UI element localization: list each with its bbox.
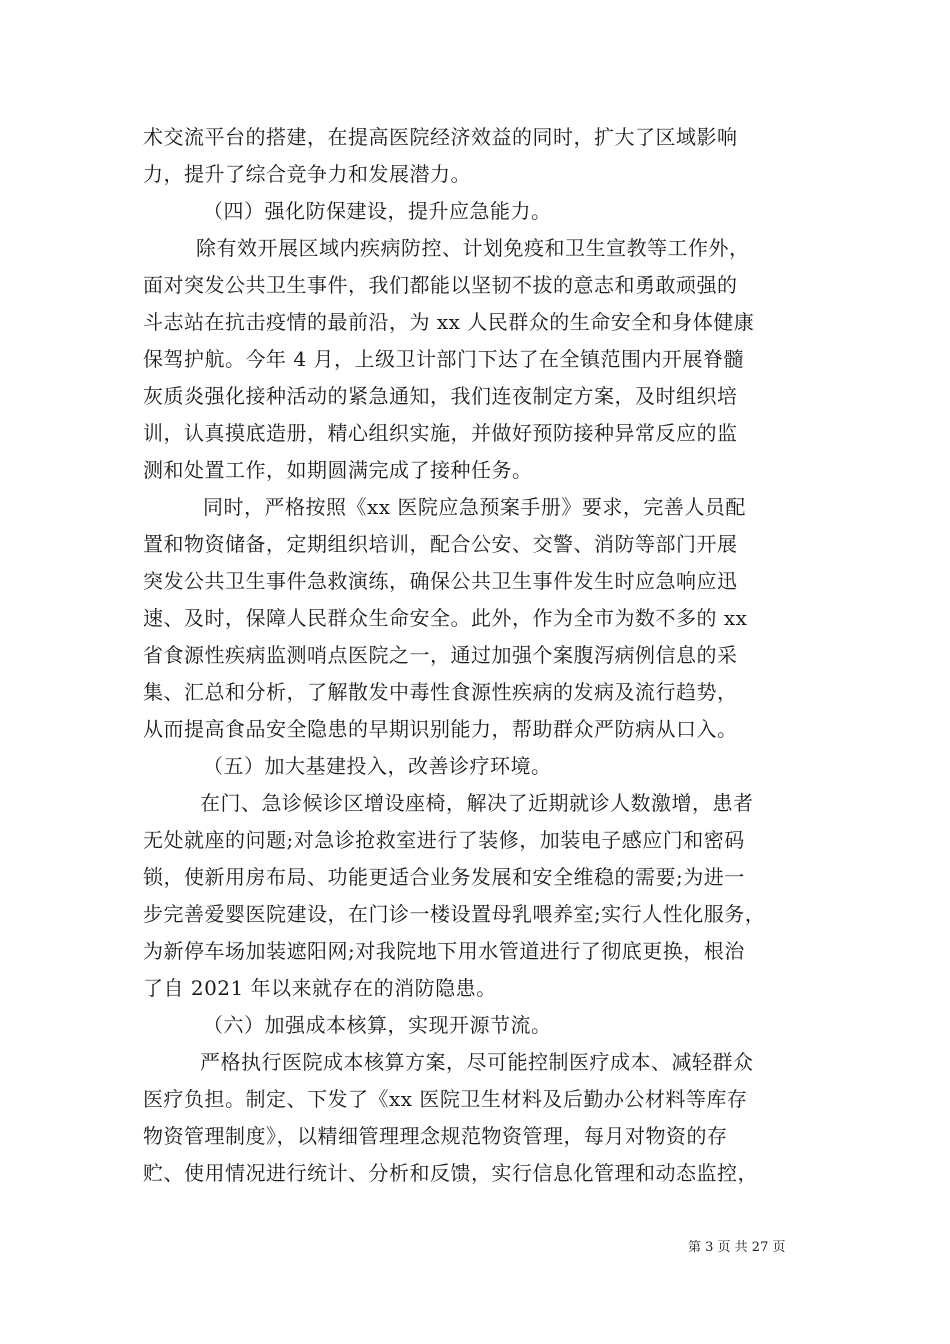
body-line: 面对突发公共卫生事件，我们都能以坚韧不拔的意志和勇敢顽强的 bbox=[143, 273, 738, 297]
body-line: 无处就座的问题;对急诊抢救室进行了装修，加装电子感应门和密码 bbox=[143, 828, 745, 852]
body-line: 医疗负担。制定、下发了《xx 医院卫生材料及后勤办公材料等库存 bbox=[143, 1087, 748, 1111]
body-line: 锁，使新用房布局、功能更适合业务发展和安全维稳的需要;为进一 bbox=[143, 865, 745, 889]
body-line: 省食源性疾病监测哨点医院之一，通过加强个案腹泻病例信息的采 bbox=[143, 643, 738, 667]
body-line: 步完善爱婴医院建设，在门诊一楼设置母乳喂养室;实行人性化服务， bbox=[143, 902, 766, 926]
body-line: 物资管理制度》，以精细管理理念规范物资管理，每月对物资的存 bbox=[143, 1124, 728, 1148]
body-line: 测和处置工作，如期圆满完成了接种任务。 bbox=[143, 458, 533, 482]
page-number-footer: 第 3 页 共 27 页 bbox=[688, 1240, 786, 1255]
section-heading: （四）强化防保建设，提升应急能力。 bbox=[203, 199, 552, 223]
body-line: 训，认真摸底造册，精心组织实施，并做好预防接种异常反应的监 bbox=[143, 421, 738, 445]
body-line: 灰质炎强化接种活动的紧急通知，我们连夜制定方案，及时组织培 bbox=[143, 384, 738, 408]
body-line: 力，提升了综合竞争力和发展潜力。 bbox=[143, 162, 471, 186]
paragraph-first-line: 同时，严格按照《xx 医院应急预案手册》要求，完善人员配 bbox=[203, 495, 746, 519]
body-line: 突发公共卫生事件急救演练，确保公共卫生事件发生时应急响应迅 bbox=[143, 569, 738, 593]
section-heading: （五）加大基建投入，改善诊疗环境。 bbox=[203, 754, 552, 778]
body-line: 集、汇总和分析，了解散发中毒性食源性疾病的发病及流行趋势， bbox=[143, 680, 738, 704]
paragraph-first-line: 严格执行医院成本核算方案，尽可能控制医疗成本、减轻群众 bbox=[200, 1050, 754, 1074]
section-heading: （六）加强成本核算，实现开源节流。 bbox=[203, 1013, 552, 1037]
paragraph-first-line: 在门、急诊候诊区增设座椅，解决了近期就诊人数激增，患者 bbox=[200, 791, 754, 815]
paragraph-first-line: 除有效开展区域内疾病防控、计划免疫和卫生宣教等工作外， bbox=[196, 236, 750, 260]
body-line: 为新停车场加装遮阳网;对我院地下用水管道进行了彻底更换，根治 bbox=[143, 939, 745, 963]
body-line: 了自 2021 年以来就存在的消防隐患。 bbox=[143, 976, 497, 1000]
body-line: 速、及时，保障人民群众生命安全。此外，作为全市为数不多的 xx bbox=[143, 606, 748, 630]
body-line: 斗志站在抗击疫情的最前沿，为 xx 人民群众的生命安全和身体健康 bbox=[143, 310, 755, 334]
body-line: 置和物资储备，定期组织培训，配合公安、交警、消防等部门开展 bbox=[143, 532, 738, 556]
body-line: 从而提高食品安全隐患的早期识别能力，帮助群众严防病从口入。 bbox=[143, 717, 738, 741]
body-line: 术交流平台的搭建，在提高医院经济效益的同时，扩大了区域影响 bbox=[143, 125, 738, 149]
body-line: 保驾护航。今年 4 月，上级卫计部门下达了在全镇范围内开展脊髓 bbox=[143, 347, 744, 371]
body-line: 贮、使用情况进行统计、分析和反馈，实行信息化管理和动态监控， bbox=[143, 1161, 758, 1185]
